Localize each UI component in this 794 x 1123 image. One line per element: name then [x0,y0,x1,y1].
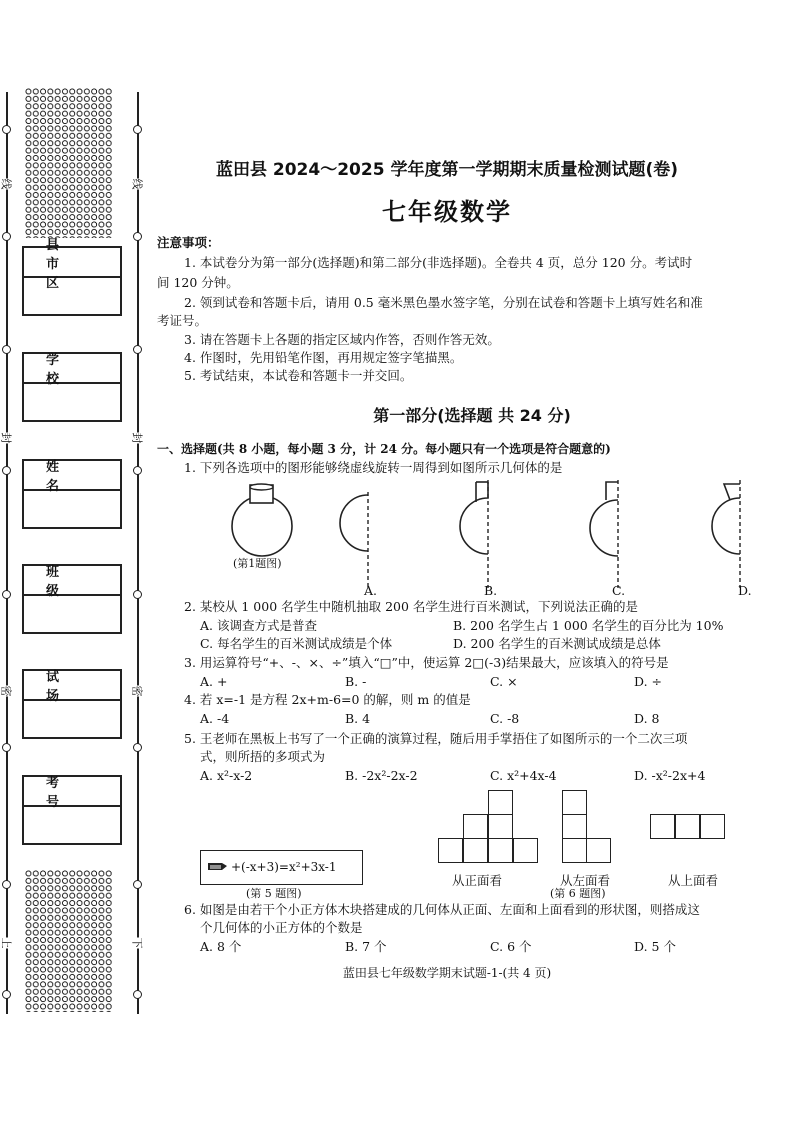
notes-line: 考证号。 [157,313,208,328]
q1-option-b-figure [460,480,488,588]
binding-ring [133,125,142,134]
q6-option-a[interactable]: A. 8 个 [200,939,242,954]
q6-stem-continued: 个几何体的小正方体的个数是 [200,920,363,935]
field-label: 学校 [24,354,120,384]
binding-ring [2,990,11,999]
binding-ring [133,466,142,475]
q4-option-d[interactable]: D. 8 [634,711,660,726]
field-blank[interactable] [24,807,120,843]
binding-label: 上 [0,937,13,949]
part1-intro: 一、选择题(共 8 小题，每小题 3 分，计 24 分。每小题只有一个选项是符合题意的) [157,442,611,456]
field-label: 考号 [24,777,120,807]
binding-ring [2,590,11,599]
q6-top-view-label: 从上面看 [668,873,719,888]
q6-front-view-label: 从正面看 [452,873,503,888]
binding-line-right [137,92,139,1014]
q3-stem: 3. 用运算符号“+、-、×、÷”填入“□”中，使运算 2□(-3)结果最大，应该填入的符号是 [184,655,669,670]
field-label: 班级 [24,566,120,596]
q1-stem: 1. 下列各选项中的图形能够绕虚线旋转一周得到如图所示几何体的是 [184,460,563,475]
dot-pattern-bottom [25,870,113,1012]
q1-option-b[interactable]: B. [484,583,498,598]
field-blank[interactable] [24,491,120,527]
q1-option-c-figure [590,480,618,588]
binding-ring [133,345,142,354]
binding-ring [133,990,142,999]
q5-option-a[interactable]: A. x²-x-2 [200,768,253,783]
field-blank[interactable] [24,701,120,737]
binding-label: 线 [0,178,13,190]
q3-option-d[interactable]: D. ÷ [634,674,662,689]
field-blank[interactable] [24,596,120,632]
binding-ring [133,232,142,241]
q6-left-view [562,790,612,870]
q1-solid-figure [232,484,292,556]
binding-label: 线 [130,178,144,190]
binding-label: 密 [0,685,13,697]
q1-option-c[interactable]: C. [612,583,626,598]
hand-icon [207,860,229,874]
field-name-box [22,459,122,529]
q3-option-c[interactable]: C. × [490,674,518,689]
q1-figures [220,480,780,600]
q2-option-c[interactable]: C. 每名学生的百米测试成绩是个体 [200,636,393,651]
notes-line: 间 120 分钟。 [157,275,239,290]
q5-option-b[interactable]: B. -2x²-2x-2 [345,768,418,783]
q4-stem: 4. 若 x=-1 是方程 2x+m-6=0 的解，则 m 的值是 [184,692,471,707]
field-county-box [22,237,122,316]
binding-ring [2,345,11,354]
q3-option-b[interactable]: B. - [345,674,367,689]
binding-label: 封 [0,432,13,444]
notes-line: 3. 请在答题卡上各题的指定区域内作答，否则作答无效。 [184,332,500,347]
binding-ring [2,232,11,241]
field-label: 县市区 [24,248,120,278]
q5-figure-board [200,850,363,885]
q4-option-c[interactable]: C. -8 [490,711,520,726]
part1-title: 第一部分(选择题 共 24 分) [373,406,571,425]
notes-line: 5. 考试结束，本试卷和答题卡一并交回。 [184,368,413,383]
notes-line: 2. 领到试卷和答题卡后，请用 0.5 毫米黑色墨水签字笔，分别在试卷和答题卡上填写姓名和准 [184,295,703,310]
q2-stem: 2. 某校从 1 000 名学生中随机抽取 200 名学生进行百米测试，下列说法正确的是 [184,599,638,614]
binding-ring [2,125,11,134]
q5-stem-continued: 式，则所捂的多项式为 [200,749,326,764]
notes-line: 1. 本试卷分为第一部分(选择题)和第二部分(非选择题)。全卷共 4 页，总分 120 分。考试时 [184,255,693,270]
binding-ring [2,466,11,475]
q6-stem: 6. 如图是由若干个小正方体木块搭建成的几何体从正面、左面和上面看到的形状图，则搭成这 [184,902,700,917]
field-blank[interactable] [24,384,120,420]
binding-ring [133,880,142,889]
q6-left-view-label: 从左面看 [560,873,611,888]
q6-option-b[interactable]: B. 7 个 [345,939,387,954]
field-label: 姓名 [24,461,120,491]
notes-heading: 注意事项： [157,235,220,250]
q1-option-d[interactable]: D. [738,583,752,598]
q6-caption: (第 6 题图) [550,887,606,900]
binding-ring [2,743,11,752]
field-exam-number-box [22,775,122,845]
exam-title: 蓝田县 2024～2025 学年度第一学期期末质量检测试题(卷) [215,160,678,180]
q2-option-a[interactable]: A. 该调查方式是普查 [200,618,317,633]
q6-front-view [438,790,538,870]
notes-line: 4. 作图时，先用铅笔作图，再用规定签字笔描黑。 [184,350,463,365]
q3-option-a[interactable]: A. + [200,674,228,689]
binding-ring [133,590,142,599]
page-footer: 蓝田县七年级数学期末试题-1-(共 4 页) [342,966,552,980]
q5-option-c[interactable]: C. x²+4x-4 [490,768,557,783]
binding-ring [2,880,11,889]
q1-option-a-figure [340,492,368,588]
field-class-box [22,564,122,634]
q6-option-d[interactable]: D. 5 个 [634,939,676,954]
binding-label: 下 [130,937,144,949]
q6-option-c[interactable]: C. 6 个 [490,939,532,954]
binding-line-left [6,92,8,1014]
q4-option-a[interactable]: A. -4 [200,711,230,726]
q2-option-d[interactable]: D. 200 名学生的百米测试成绩是总体 [453,636,661,651]
q1-option-d-figure [712,480,740,588]
exam-subject: 七年级数学 [382,198,512,226]
q1-caption: (第1题图) [233,557,282,570]
q5-option-d[interactable]: D. -x²-2x+4 [634,768,706,783]
q1-option-a[interactable]: A. [364,583,378,598]
q5-stem: 5. 王老师在黑板上书写了一个正确的演算过程，随后用手掌捂住了如图所示的一个二次三项 [184,731,688,746]
binding-ring [133,743,142,752]
binding-label: 密 [130,685,144,697]
q5-caption: (第 5 题图) [246,887,302,900]
binding-label: 封 [130,432,144,444]
field-room-box [22,669,122,739]
q2-option-b[interactable]: B. 200 名学生占 1 000 名学生的百分比为 10% [453,618,724,633]
field-label: 试场 [24,671,120,701]
q5-equation: +(-x+3)=x²+3x-1 [231,860,337,874]
field-school-box [22,352,122,422]
q4-option-b[interactable]: B. 4 [345,711,371,726]
q6-top-view [650,814,726,844]
